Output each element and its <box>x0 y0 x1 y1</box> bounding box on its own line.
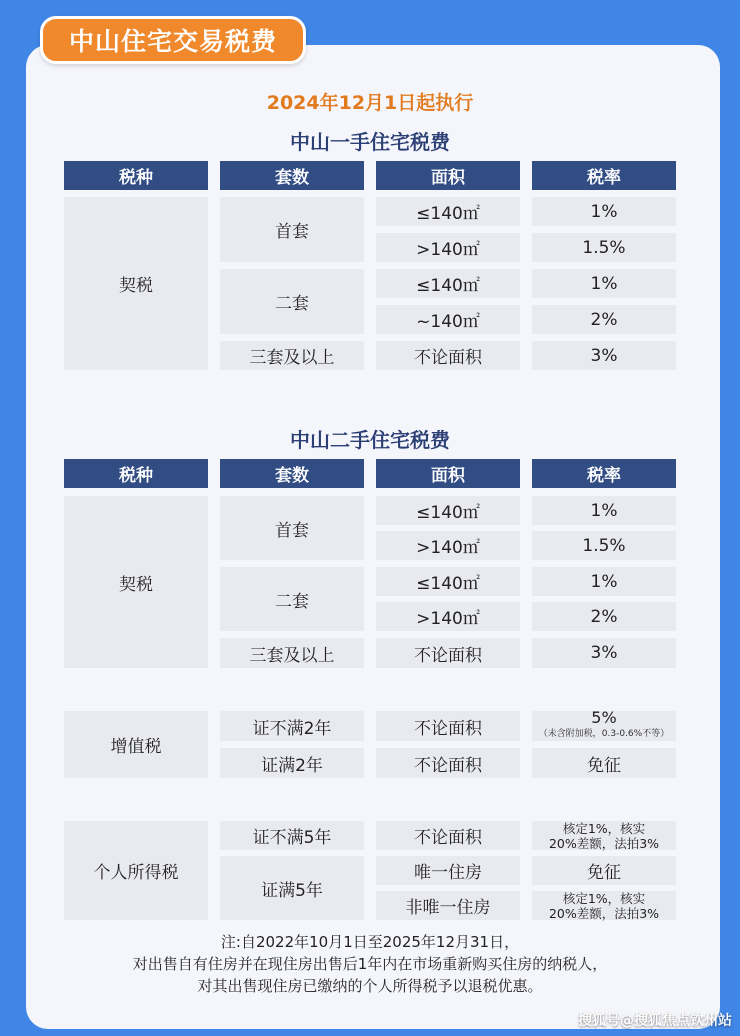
income-rate-cell <box>532 891 676 920</box>
effective-date: 2024年12月1日起执行 <box>266 92 474 114</box>
rate-cell: 1.5% <box>532 233 676 262</box>
area-cell: 不论面积 <box>376 638 520 668</box>
rate-line: 核定1%，核实 <box>562 890 646 906</box>
rate-cell: 免征 <box>532 748 676 778</box>
tax-name-cell: 契税 <box>64 496 208 668</box>
header-area: 面积 <box>376 161 520 190</box>
area-cell: 不论面积 <box>376 821 520 850</box>
income-tax-name: 个人所得税 <box>64 821 208 920</box>
rate-cell: 1% <box>532 197 676 226</box>
header-units: 套数 <box>220 161 364 190</box>
vat-rate-note: （未含附加税，0.3-0.6%不等） <box>538 729 670 739</box>
watermark: 搜狐号@搜狐焦点钦州站 <box>578 1013 732 1029</box>
tax-name-cell: 契税 <box>64 197 208 370</box>
header-area: 面积 <box>376 459 520 488</box>
new-home-title: 中山一手住宅税费 <box>290 130 450 154</box>
units-cell: 二套 <box>220 567 364 631</box>
area-cell: ~140㎡ <box>376 305 520 334</box>
note-line: 注:自2022年10月1日至2025年12月31日， <box>220 933 520 951</box>
vat-tax-name: 增值税 <box>64 711 208 778</box>
header-rate: 税率 <box>532 161 676 190</box>
rate-cell: 1% <box>532 269 676 298</box>
area-cell: >140㎡ <box>376 233 520 262</box>
units-cell: 三套及以上 <box>220 638 364 668</box>
units-cell: 三套及以上 <box>220 341 364 370</box>
area-cell: >140㎡ <box>376 531 520 560</box>
area-cell: ≤140㎡ <box>376 197 520 226</box>
rate-cell: 3% <box>532 638 676 668</box>
rate-cell: 1.5% <box>532 531 676 560</box>
header-units: 套数 <box>220 459 364 488</box>
header-tax-type: 税种 <box>64 459 208 488</box>
area-cell: >140㎡ <box>376 602 520 631</box>
area-cell: 不论面积 <box>376 748 520 778</box>
area-cell: ≤140㎡ <box>376 567 520 596</box>
header-rate: 税率 <box>532 459 676 488</box>
area-cell: ≤140㎡ <box>376 269 520 298</box>
rate-line: 核定1%，核实 <box>562 820 646 836</box>
area-cell: 不论面积 <box>376 711 520 741</box>
rate-cell: 1% <box>532 567 676 596</box>
note-line: 对出售自有住房并在现住房出售后1年内在市场重新购买住房的纳税人， <box>132 955 608 973</box>
units-cell: 首套 <box>220 197 364 262</box>
rate-cell: 1% <box>532 496 676 525</box>
units-cell: 二套 <box>220 269 364 334</box>
note-line: 对其出售现住房已缴纳的个人所得税予以退税优惠。 <box>197 977 543 995</box>
area-cell: 非唯一住房 <box>376 891 520 920</box>
page-title: 中山住宅交易税费 <box>40 16 306 64</box>
rate-cell: 2% <box>532 602 676 631</box>
area-cell: 不论面积 <box>376 341 520 370</box>
rate-cell: 3% <box>532 341 676 370</box>
vat-rate-cell <box>532 708 676 741</box>
area-cell: 唯一住房 <box>376 856 520 885</box>
income-rate-cell <box>532 821 676 850</box>
term-cell: 证不满2年 <box>220 711 364 741</box>
rate-line: 20%差额，法拍3% <box>548 905 660 921</box>
resale-title: 中山二手住宅税费 <box>290 428 450 452</box>
term-cell: 证不满5年 <box>220 821 364 850</box>
vat-rate: 5% <box>591 708 617 727</box>
term-cell: 证满5年 <box>220 856 364 920</box>
rate-cell: 免征 <box>532 856 676 885</box>
rate-line: 20%差额，法拍3% <box>548 835 660 851</box>
area-cell: ≤140㎡ <box>376 496 520 525</box>
term-cell: 证满2年 <box>220 748 364 778</box>
header-tax-type: 税种 <box>64 161 208 190</box>
rate-cell: 2% <box>532 305 676 334</box>
units-cell: 首套 <box>220 496 364 560</box>
